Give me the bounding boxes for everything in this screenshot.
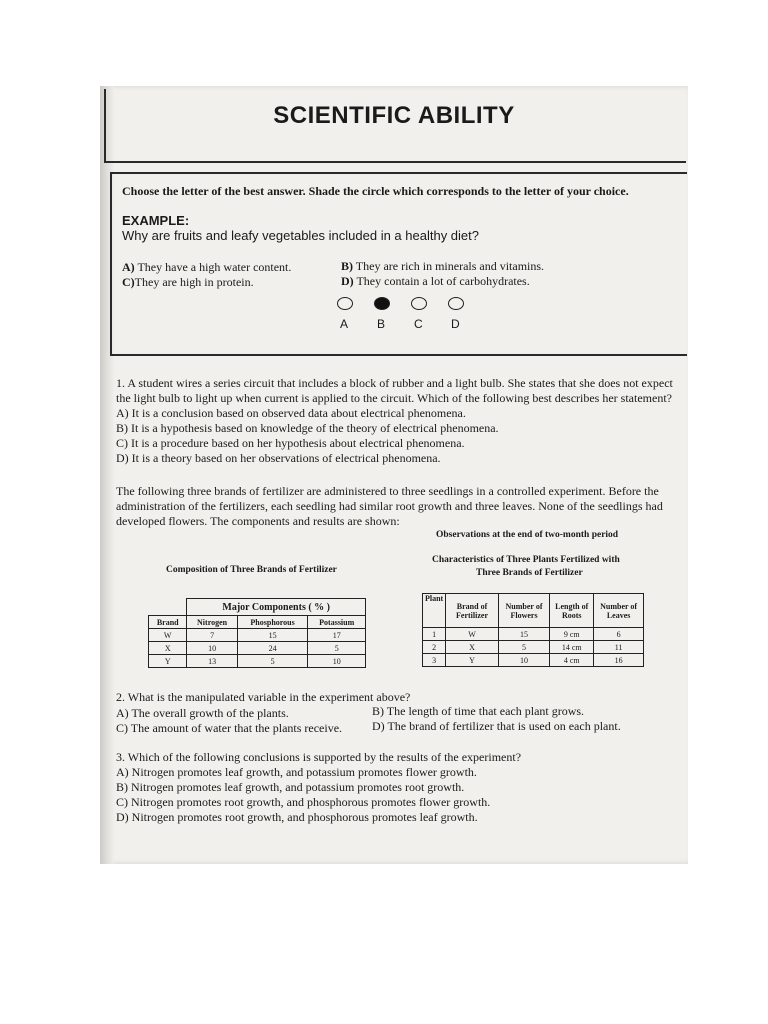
q2-option-a: A) The overall growth of the plants. [116,706,289,720]
q2-option-b: B) The length of time that each plant grows. [372,704,585,718]
table-cell: W [149,629,187,642]
intro-line-3: developed flowers. The components and results are shown: [116,514,400,528]
q1-option-a: A) It is a conclusion based on observed data about electrical phenomena. [116,406,466,420]
q2-option-c: C) The amount of water that the plants receive. [116,721,343,735]
table-cell: 15 [237,629,308,642]
example-option-a: A) They have a high water content. [122,260,292,274]
table-row [149,629,366,642]
table2-caption-line-2: Three Brands of Fertilizer [476,568,583,578]
bubble-a-icon [337,297,353,310]
t2-col-roots: Length of Roots [550,594,594,628]
table-cell: 1 [423,628,446,641]
table-cell: 17 [308,629,366,642]
table-cell: 10 [308,655,366,668]
bubble-labels [340,317,488,331]
table-cell: 6 [594,628,644,641]
table-cell: 10 [187,642,237,655]
t1-col-nitrogen: Nitrogen [187,616,237,629]
bubble-d-icon [448,297,464,310]
table-row [149,642,366,655]
table-cell: 5 [308,642,366,655]
q2-stem: 2. What is the manipulated variable in the experiment above? [116,690,411,704]
intro-line-1: The following three brands of fertilizer are administered to three seedlings in a controlled experiment. Before the [116,484,659,498]
observations-caption: Observations at the end of two-month period [436,530,619,540]
intro-line-2: administration of the fertilizers, each seedling had similar root growth and three leaves. None of the seedlings had [116,499,663,513]
table-cell: Y [446,654,499,667]
table-row [423,654,644,667]
bubble-label-c: C [414,317,423,331]
q1-stem-line-2: the light bulb to light up when current is applied to the circuit. Which of the following best describes her statement? [116,391,672,405]
q3-option-d: D) Nitrogen promotes root growth, and phosphorous promotes leaf growth. [116,810,478,824]
table-cell: Y [149,655,187,668]
table-cell: 3 [423,654,446,667]
question-3 [116,750,521,825]
q3-stem: 3. Which of the following conclusions is supported by the results of the experiment? [116,750,522,764]
t2-col-plant: Plant [423,594,446,628]
t1-group-header: Major Components ( % ) [187,599,366,616]
t2-col-leaves: Number of Leaves [594,594,644,628]
example-option-b: B) They are rich in minerals and vitamins. [341,259,545,273]
fertilizer-composition-table [148,598,366,668]
table-cell: 16 [594,654,644,667]
table-cell: 9 cm [550,628,594,641]
q1-option-c: C) It is a procedure based on her hypothesis about electrical phenomena. [116,436,465,450]
page-title: SCIENTIFIC ABILITY [273,102,515,129]
table-cell: 4 cm [550,654,594,667]
table2-caption-line-1: Characteristics of Three Plants Fertilized with [432,555,620,565]
q1-option-b: B) It is a hypothesis based on knowledge of the theory of electrical phenomena. [116,421,499,435]
table-cell: 5 [237,655,308,668]
table-cell: 13 [187,655,237,668]
q1-option-d: D) It is a theory based on her observations of electrical phenomena. [116,451,441,465]
table-cell: 2 [423,641,446,654]
answer-bubbles [337,297,464,310]
example-question: Why are fruits and leafy vegetables included in a healthy diet? [122,228,479,243]
t2-col-flowers: Number of Flowers [498,594,549,628]
t1-col-brand: Brand [149,616,187,629]
table-cell: W [446,628,499,641]
q3-option-b: B) Nitrogen promotes leaf growth, and potassium promotes root growth. [116,780,465,794]
t1-col-potassium: Potassium [308,616,366,629]
table-cell: 5 [498,641,549,654]
q3-option-c: C) Nitrogen promotes root growth, and phosphorous promotes flower growth. [116,795,491,809]
example-label: EXAMPLE: [122,213,190,228]
table-cell: 14 cm [550,641,594,654]
table-cell: 11 [594,641,644,654]
plant-characteristics-table [422,593,644,667]
table-cell: 24 [237,642,308,655]
experiment-intro [116,484,663,529]
bubble-label-b: B [377,317,386,331]
bubble-b-filled-icon [374,297,390,310]
bubble-label-a: A [340,317,349,331]
question-1 [116,376,673,466]
table-cell: X [446,641,499,654]
table-row [423,641,644,654]
table-row [423,628,644,641]
q3-option-a: A) Nitrogen promotes leaf growth, and potassium promotes flower growth. [116,765,477,779]
table-cell: 7 [187,629,237,642]
instructions: Choose the letter of the best answer. Shade the circle which corresponds to the letter of your choice. [122,184,629,198]
table-cell: X [149,642,187,655]
bubble-label-d: D [451,317,460,331]
t2-col-brand: Brand of Fertilizer [446,594,499,628]
q2-option-d: D) The brand of fertilizer that is used on each plant. [372,719,621,733]
t1-empty-corner [149,599,187,616]
table1-caption: Composition of Three Brands of Fertilizer [166,565,337,575]
t1-col-phosphorous: Phosphorous [237,616,308,629]
bubble-c-icon [411,297,427,310]
table-cell: 10 [498,654,549,667]
example-option-d: D) They contain a lot of carbohydrates. [341,274,530,288]
example-option-c: C)They are high in protein. [122,275,254,289]
table-row [149,655,366,668]
table-cell: 15 [498,628,549,641]
q1-stem-line-1: 1. A student wires a series circuit that includes a block of rubber and a light bulb. She states that she does not expect [116,376,673,390]
